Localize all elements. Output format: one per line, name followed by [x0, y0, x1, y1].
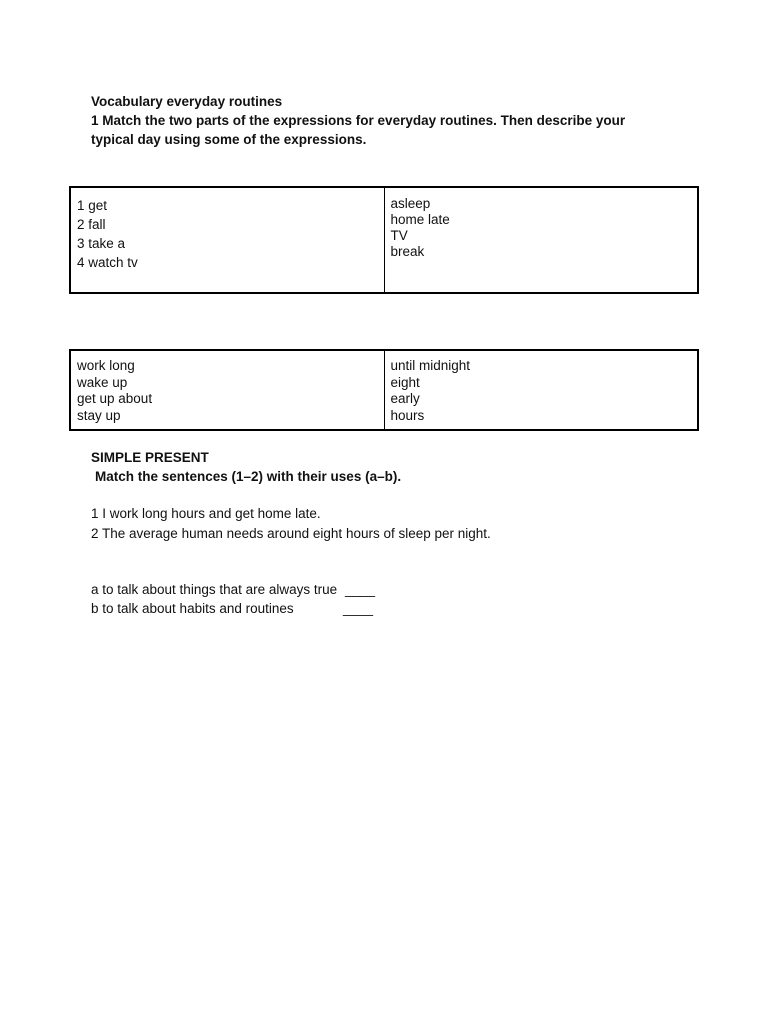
table1-left-item: 1 get	[77, 198, 108, 213]
table2-right-item: until midnight	[390, 358, 471, 373]
use-b-text: b to talk about habits and routines	[91, 601, 294, 616]
table2-left-item: work long	[77, 358, 135, 373]
sentence-2: 2 The average human needs around eight hours of sleep per night.	[91, 526, 491, 541]
simple-present-instruction: Match the sentences (1–2) with their uses (a–b).	[95, 469, 402, 484]
table1-right-item: TV	[390, 228, 408, 243]
table1-left-column	[71, 188, 384, 292]
table2-right-item: eight	[390, 374, 420, 390]
table2-left-column	[71, 351, 384, 429]
table1-left-item: 2 fall	[77, 217, 106, 232]
table2-right-item: hours	[390, 407, 425, 423]
table1-right-column	[384, 188, 698, 292]
matching-table-2	[69, 349, 699, 431]
table1-left-item: 4 watch tv	[77, 255, 138, 270]
use-b-blank[interactable]: ____	[343, 601, 374, 616]
use-a-blank[interactable]: ____	[345, 582, 376, 597]
table1-left-item: 3 take a	[77, 236, 126, 251]
table2-left-item: stay up	[77, 407, 121, 423]
table2-left-item: wake up	[77, 374, 128, 390]
vocab-instruction-line1: 1 Match the two parts of the expressions for everyday routines. Then describe your	[91, 113, 626, 128]
table1-right-item: break	[390, 244, 425, 259]
matching-table-1	[69, 186, 699, 294]
simple-present-heading: SIMPLE PRESENT	[91, 450, 209, 465]
table1-right-item: home late	[390, 212, 450, 227]
table2-left-item: get up about	[77, 391, 153, 406]
table2-right-column	[384, 351, 698, 429]
vocab-instruction-line2: typical day using some of the expressions.	[91, 132, 367, 147]
table2-right-item: early	[390, 391, 420, 406]
use-a-text: a to talk about things that are always true	[91, 582, 338, 597]
vocab-heading: Vocabulary everyday routines	[91, 94, 283, 109]
sentence-1: 1 I work long hours and get home late.	[91, 506, 321, 521]
table1-right-item: asleep	[390, 196, 431, 211]
